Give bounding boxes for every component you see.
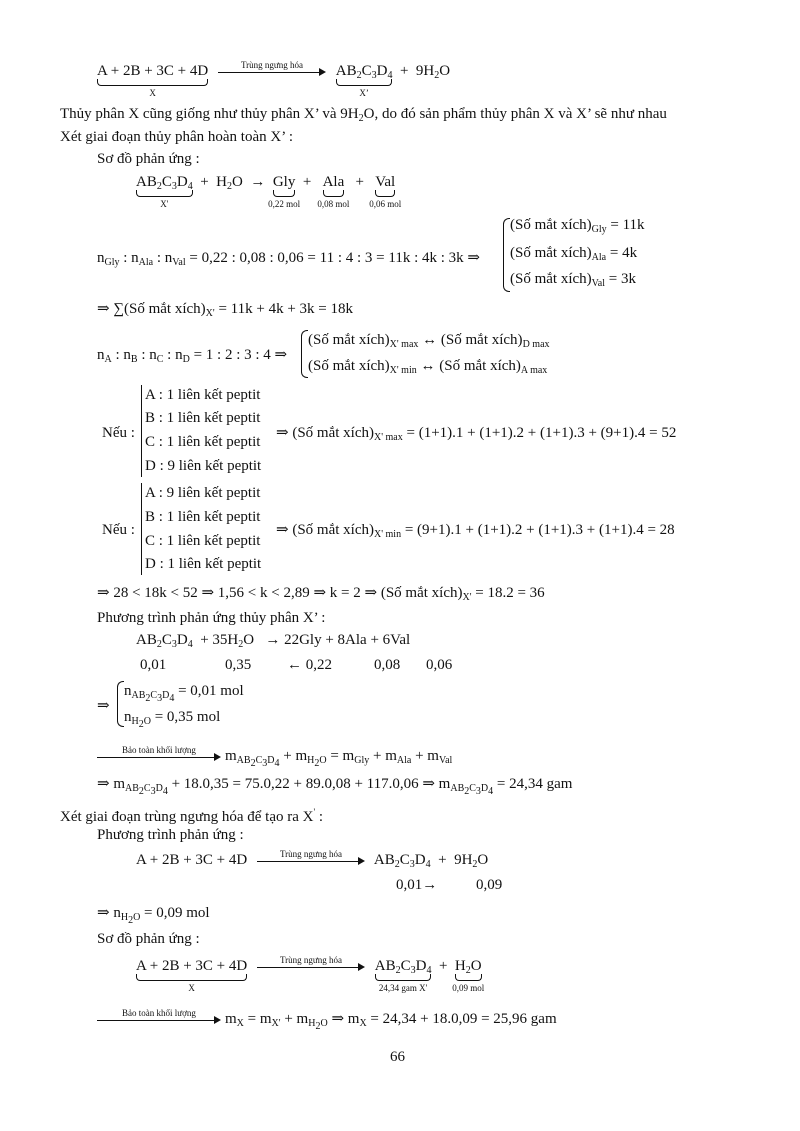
mol-ala: 0,08 bbox=[374, 657, 401, 673]
mol-product: 0,01→ bbox=[396, 877, 438, 893]
page-number: 66 bbox=[390, 1049, 405, 1065]
water-moles: ⇒ $n_{H_2O} = 0,09$ mol bbox=[97, 905, 210, 926]
paragraph-7: Sơ đồ phản ứng : bbox=[97, 931, 200, 947]
paragraph-3: Sơ đồ phản ứng : bbox=[97, 151, 200, 167]
paragraph-2: Xét giai đoạn thủy phân hoàn toàn X’ : bbox=[60, 129, 293, 145]
case-1-b: B : 1 liên kết peptit bbox=[145, 410, 261, 426]
condensation-equation-2: A + 2B + 3C + 4D Trùng ngưng hóa $AB_2C_3D_4 + 9H_2O$ bbox=[136, 848, 489, 870]
document-page: A + 2B + 3C + 4D X Trùng ngưng hóa $AB_2C_3D_4$ X’ + $9H_2O$ Thủy phân X cũng giống như thủy phân X’ và $9H_2O$, do đó sản phẩm thủy phân X và X’ sẽ như nhau Xét giai đoạn thủy phân hoàn toàn X’ : Sơ đồ phản ứng : $AB_2C_3D_4$ X' + $H_2O$ → Gly 0,22 mol + Ala 0,08 mol + Val 0,06 mol $n_{Gly}$ : $n_{Ala}$ : $n_{Val} = 0,22$ : 0,08 : 0,06 = 11 : 4 : 3 = 11k : 4k : 3k ⇒ (Số mắt $xích)_{Gly} = 11k$ (Số mắt $xích)_{Ala} = 4k$ (Số mắt $xích)_{Val} = 3k$ ⇒ ∑(Số mắt $xích)_{X'} = 11k + 4k + 3k = 18k$ $n_A$ : $n_B$ : $n_C$ : $n_D = 1$ : 2 : 3 : 4 ⇒ (Số mắt $xích)_{X' max}$ ↔ (Số mắt $xích)_{D max}$ (Số mắt $xích)_{X' min}$ ↔ (Số mắt $xích)_{A max}$ Nếu : A : 1 liên kết peptit B : 1 liên kết peptit C : 1 liên kết peptit D : 9 liên kết peptit ⇒ (Số mắt $xích)_{X' max} = (1+1).1 + (1+1).2 + (1+1).3 + (9+1).4 = 52$ Nếu : A : 9 liên kết peptit B : 1 liên kết peptit C : 1 liên kết peptit D : 1 liên kết peptit ⇒ (Số mắt $xích)_{X' min} = (9+1).1 + (1+1).2 + (1+1).3 + (1+1).4 = 28$ ⇒ 28 < 18k < 52 ⇒ 1,56 < k < 2,89 ⇒ k = 2 ⇒ (Số mắt $xích)_{X'} = 18.2 = 36$ Phương trình phản ứng thủy phân X’ : $AB_2C_3D_4 + 35H_2O \to 22Gly + 8Ala + 6Val$ 0,01 0,35 ← 0,22 0,08 0,06 ⇒ $n_{AB_2C_3D_4} = 0,01$ mol $n_{H_2O} = 0,35$ mol Bảo toàn khối lượng $m_{AB_2C_3D_4} + m_{H_2O} = m_{Gly} + m_{Ala} + m_{Val}$ ⇒ $m_{AB_2C_3D_4} + 18.0,35 = 75.0,22 + 89.0,08 + 117.0,06$ ⇒ $m_{AB_2C_3D_4} = 24,34$ gam Xét giai đoạn trùng ngưng hóa để tạo ra X' : Phương trình phản ứng : A + 2B + 3C + 4D Trùng ngưng hóa $AB_2C_3D_4 + 9H_2O$ 0,01→ 0,09 ⇒ $n_{H_2O} = 0,09$ mol Sơ đồ phản ứng : A + 2B + 3C + 4D X Trùng ngưng hóa $AB_2C_3D_4$ 24,34 gam X' + $H_2O$ 0,09 mol Bảo toàn khối lượng $m_X = m_{X'} + m_{H_2O}$ ⇒ $m_X = 24,34 + 18.0,09 = 25,96$ gam 66 bbox=[0, 0, 800, 1131]
paragraph-5: Xét giai đoạn trùng ngưng hóa để tạo ra X' : bbox=[60, 807, 324, 825]
ratio-result-gly: (Số mắt $xích)_{Gly} = 11k$ bbox=[510, 217, 645, 235]
sys-a: $n_{AB_2C_3D_4} = 0,01$ mol bbox=[124, 683, 244, 704]
k-line: ⇒ 28 < 18k < 52 ⇒ 1,56 < k < 2,89 ⇒ k = 2 ⇒ (Số mắt $xích)_{X'} = 18.2 = 36$ bbox=[97, 585, 545, 603]
min-link: (Số mắt $xích)_{X' min}$ ↔ (Số mắt $xích)_{A max}$ bbox=[308, 358, 548, 376]
case-2-d: D : 1 liên kết peptit bbox=[145, 556, 262, 572]
case-2-a: A : 9 liên kết peptit bbox=[145, 485, 261, 501]
condensation-equation-1: A + 2B + 3C + 4D X Trùng ngưng hóa $AB_2C_3D_4$ X’ + $9H_2O$ bbox=[97, 59, 451, 98]
case-2-result: ⇒ (Số mắt $xích)_{X' min} = (9+1).1 + (1+1).2 + (1+1).3 + (1+1).4 = 28$ bbox=[276, 522, 675, 540]
mol-h2o: 0,35 bbox=[225, 657, 252, 673]
mol-water: 0,09 bbox=[476, 877, 503, 893]
mass-conservation-1: Bảo toàn khối lượng $m_{AB_2C_3D_4} + m_{H_2O} = m_{Gly} + m_{Ala} + m_{Val}$ bbox=[97, 747, 452, 765]
ratio-result-ala: (Số mắt $xích)_{Ala} = 4k$ bbox=[510, 245, 638, 263]
condensation-scheme: A + 2B + 3C + 4D X Trùng ngưng hóa $AB_2C_3D_4$ 24,34 gam X' + $H_2O$ 0,09 mol bbox=[136, 954, 485, 993]
mole-ratio-line: $n_{Gly}$ : $n_{Ala}$ : $n_{Val} = 0,22$ : 0,08 : 0,06 = 11 : 4 : 3 = 11k : 4k : 3k ⇒ bbox=[97, 250, 480, 268]
mol-x: 0,01 bbox=[140, 657, 167, 673]
paragraph-1: Thủy phân X cũng giống như thủy phân X’ và $9H_2O$, do đó sản phẩm thủy phân X và X’ sẽ như nhau bbox=[60, 106, 667, 124]
mol-gly: ← 0,22 bbox=[287, 657, 332, 673]
hydrolysis-scheme: $AB_2C_3D_4$ X' + $H_2O$ → Gly 0,22 mol + Ala 0,08 mol + Val 0,06 mol bbox=[136, 174, 402, 209]
abcd-ratio-line: $n_A$ : $n_B$ : $n_C$ : $n_D = 1$ : 2 : 3 : 4 ⇒ bbox=[97, 347, 288, 365]
hydrolysis-equation: $AB_2C_3D_4 + 35H_2O \to 22Gly + 8Ala + 6Val$ bbox=[136, 632, 411, 650]
case-2-label: Nếu : bbox=[102, 522, 135, 538]
case-1-label: Nếu : bbox=[102, 425, 135, 441]
mol-val: 0,06 bbox=[426, 657, 453, 673]
mass-conservation-2: ⇒ $m_{AB_2C_3D_4} + 18.0,35 = 75.0,22 + 89.0,08 + 117.0,06$ ⇒ $m_{AB_2C_3D_4} = 24,34$ gam bbox=[97, 776, 573, 797]
case-1-a: A : 1 liên kết peptit bbox=[145, 387, 261, 403]
sum-line: ⇒ ∑(Số mắt $xích)_{X'} = 11k + 4k + 3k = 18k$ bbox=[97, 301, 353, 319]
max-link: (Số mắt $xích)_{X' max}$ ↔ (Số mắt $xích)_{D max}$ bbox=[308, 332, 550, 350]
case-1-c: C : 1 liên kết peptit bbox=[145, 434, 261, 450]
ratio-result-val: (Số mắt $xích)_{Val} = 3k$ bbox=[510, 271, 636, 289]
case-2-b: B : 1 liên kết peptit bbox=[145, 509, 261, 525]
case-1-d: D : 9 liên kết peptit bbox=[145, 458, 262, 474]
case-2-c: C : 1 liên kết peptit bbox=[145, 533, 261, 549]
paragraph-6: Phương trình phản ứng : bbox=[97, 827, 244, 843]
final-mass: Bảo toàn khối lượng $m_X = m_{X'} + m_{H_2O}$ ⇒ $m_X = 24,34 + 18.0,09 = 25,96$ gam bbox=[97, 1010, 557, 1028]
paragraph-4: Phương trình phản ứng thủy phân X’ : bbox=[97, 610, 326, 626]
case-1-result: ⇒ (Số mắt $xích)_{X' max} = (1+1).1 + (1+1).2 + (1+1).3 + (9+1).4 = 52$ bbox=[276, 425, 677, 443]
sys-b: $n_{H_2O} = 0,35$ mol bbox=[124, 709, 221, 730]
